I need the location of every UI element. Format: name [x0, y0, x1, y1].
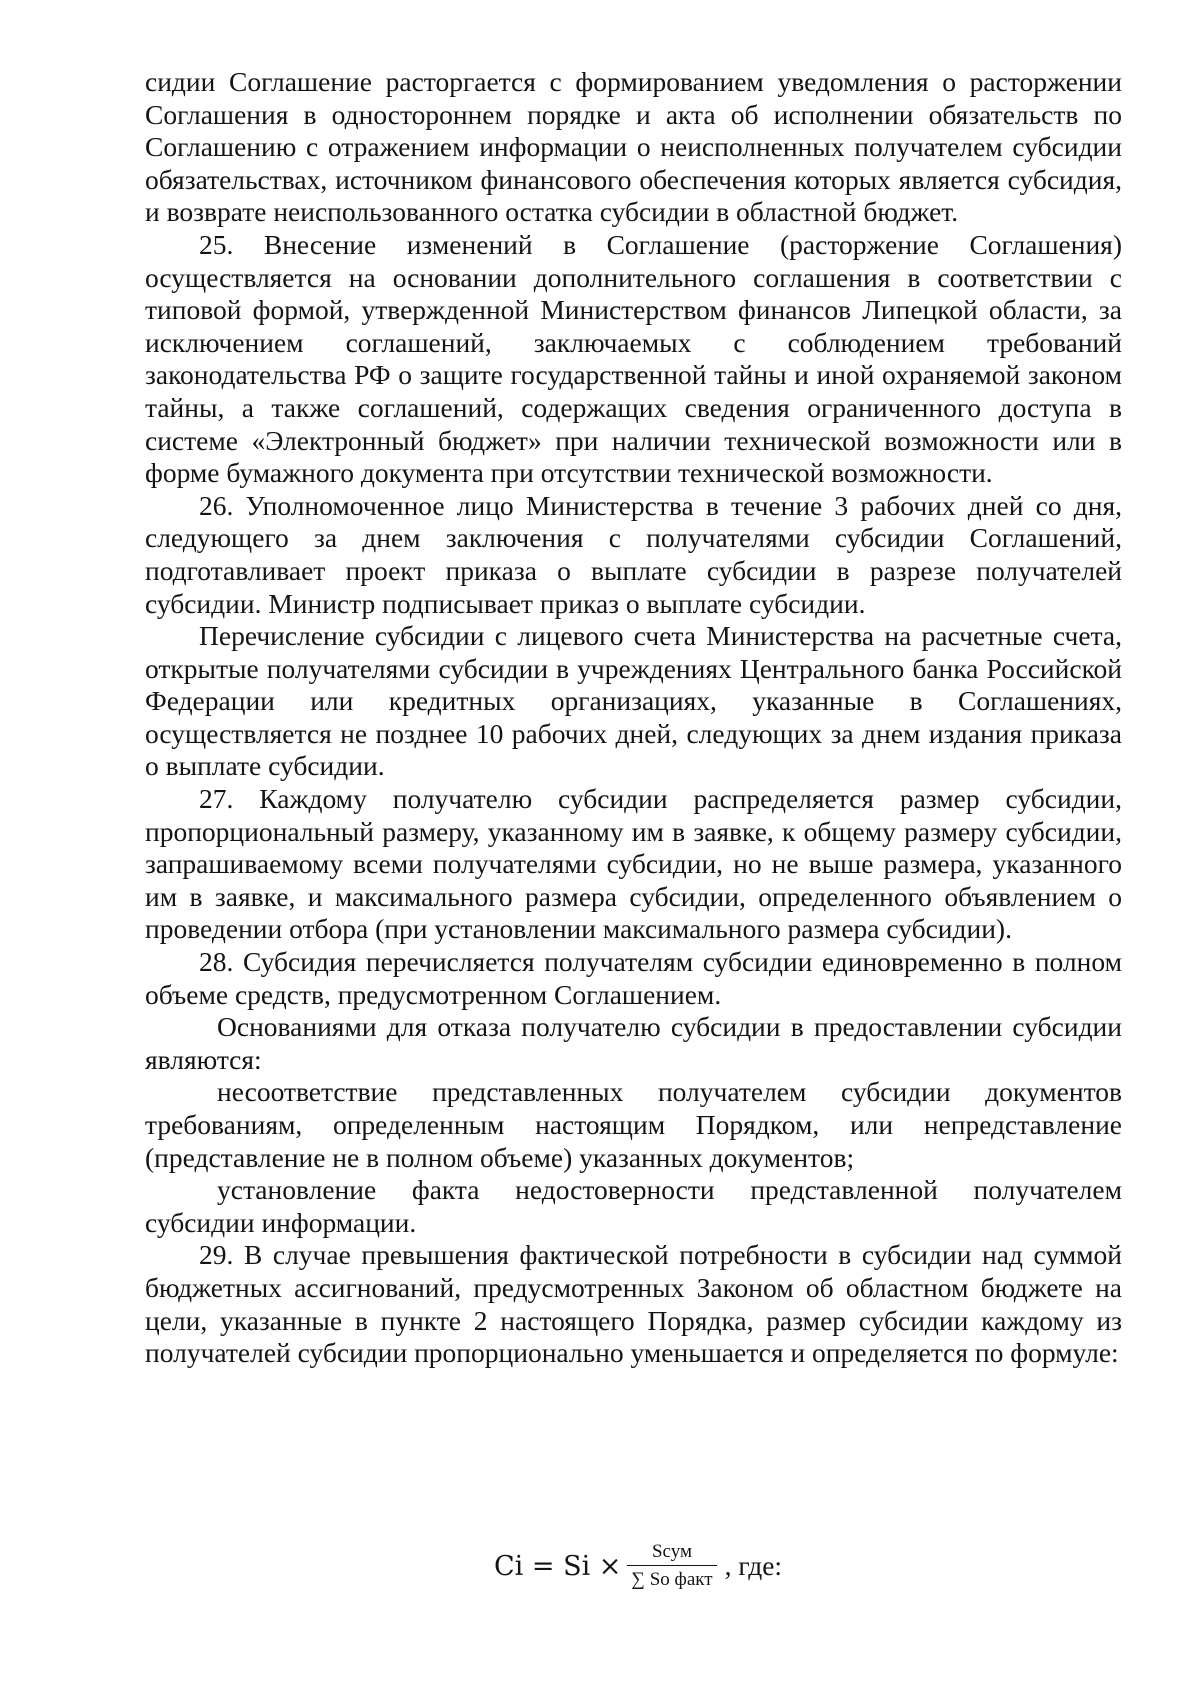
document-page — [145, 66, 1122, 1370]
paragraph-refusal-item-2: установление факта недостоверности представленной получателем субсидии информации. — [145, 1174, 1122, 1238]
paragraph-26-transfer: Перечисление субсидии с лицевого счета Министерства на расчетные счета, открытые получателями субсидии в учреждениях Центрального банка Российской Федерации или кредитных организациях, указанные в Соглашениях, осуществляется не позднее 10 рабочих дней, следующих за днем издания приказа о выплате субсидии. — [145, 620, 1122, 782]
paragraph-25: 25. Внесение изменений в Соглашение (расторжение Соглашения) осуществляется на основании дополнительного соглашения в соответствии с типовой формой, утвержденной Министерством финансов Липецкой области, за исключением соглашений, заключаемых с соблюдением требований законодательства РФ о защите государственной тайны и иной охраняемой законом тайны, а также соглашений, содержащих сведения ограниченного доступа в системе «Электронный бюджет» при наличии технической возможности или в форме бумажного документа при отсутствии технической возможности. — [145, 228, 1122, 489]
formula-numerator: Sсум — [651, 1540, 692, 1562]
formula-suffix: , где: — [724, 1550, 783, 1581]
paragraph-29: 29. В случае превышения фактической потребности в субсидии над суммой бюджетных ассигнований, предусмотренных Законом об областном бюджете на цели, указанные в пункте 2 настоящего Порядка, размер субсидии каждому из получателей субсидии пропорционально уменьшается и определяется по формуле: — [145, 1239, 1122, 1369]
formula-denominator: ∑ So факт — [631, 1569, 713, 1591]
paragraph-continuation: сидии Соглашение расторгается с формированием уведомления о расторжении Соглашения в одностороннем порядке и акта об исполнении обязательств по Соглашению с отражением информации о неисполненных получателем субсидии обязательствах, источником финансового обеспечения которых является субсидия, и возврате неиспользованного остатка субсидии в областной бюджет. — [145, 66, 1122, 228]
formula-row — [0, 1531, 1200, 1601]
formula-fraction — [627, 1541, 716, 1592]
subsidy-formula — [494, 1531, 782, 1601]
formula-lhs: Ci = Si × — [494, 1550, 622, 1582]
paragraph-27: 27. Каждому получателю субсидии распределяется размер субсидии, пропорциональный размеру, указанному им в заявке, к общему размеру субсидии, запрашиваемому всеми получателями субсидии, но не выше размера, указанного им в заявке, и максимального размера субсидии, определенного объявлением о проведении отбора (при установлении максимального размера субсидии). — [145, 783, 1122, 945]
paragraph-refusal-grounds: Основаниями для отказа получателю субсидии в предоставлении субсидии являются: — [145, 1011, 1122, 1075]
paragraph-refusal-item-1: несоответствие представленных получателем субсидии документов требованиям, определенным настоящим Порядком, или непредставление (представление не в полном объеме) указанных документов; — [145, 1076, 1122, 1173]
paragraph-26: 26. Уполномоченное лицо Министерства в течение 3 рабочих дней со дня, следующего за днем заключения с получателями субсидии Соглашений, подготавливает проект приказа о выплате субсидии в разрезе получателей субсидии. Министр подписывает приказ о выплате субсидии. — [145, 489, 1122, 619]
paragraph-28: 28. Субсидия перечисляется получателям субсидии единовременно в полном объеме средств, предусмотренном Соглашением. — [145, 946, 1122, 1010]
